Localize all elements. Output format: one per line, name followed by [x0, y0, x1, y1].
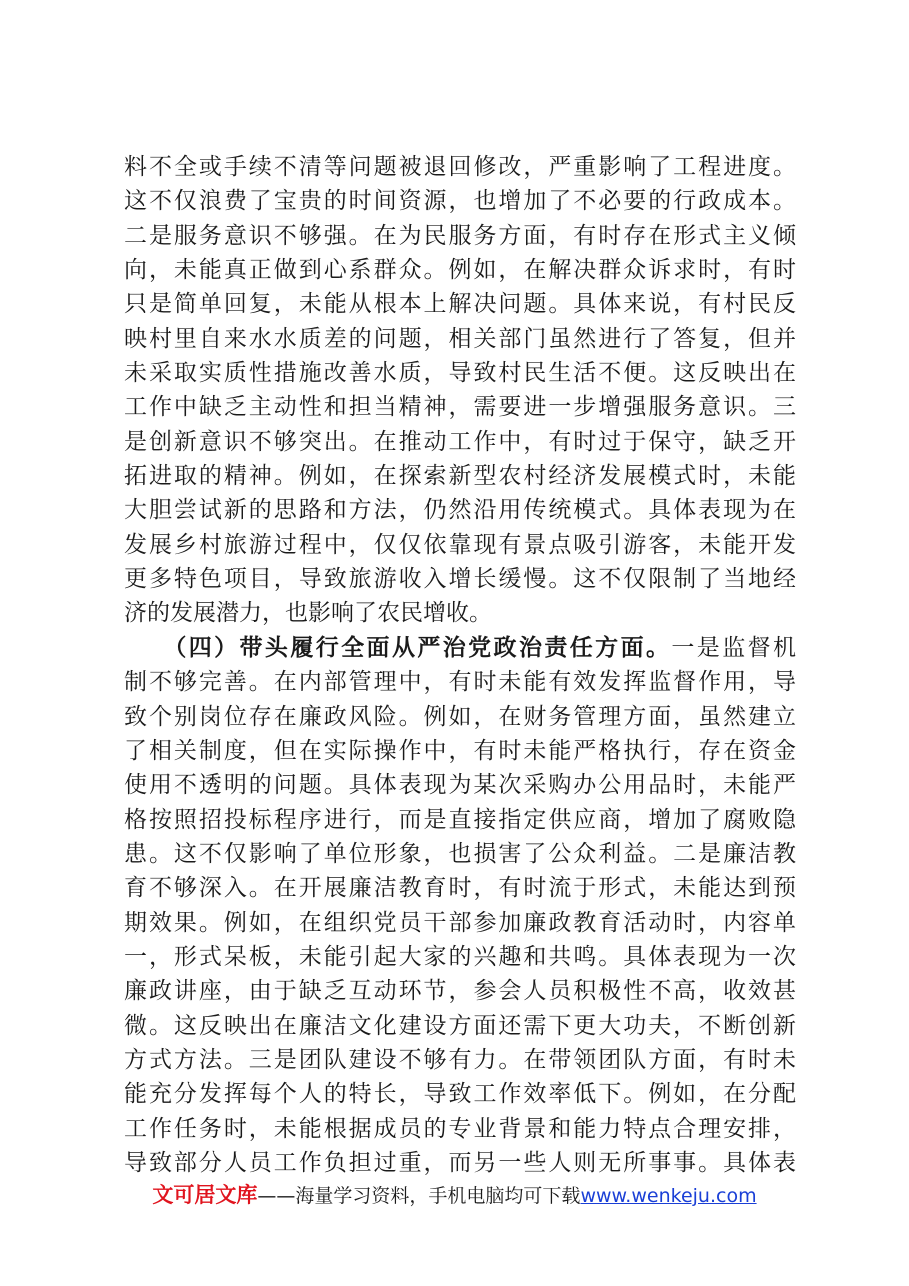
text-line: 患。这不仅影响了单位形象，也损害了公众利益。二是廉洁教 — [124, 840, 796, 867]
text-line: 二是服务意识不够强。在为民服务方面，有时存在形式主义倾 — [124, 222, 796, 249]
text-line: 只是简单回复，未能从根本上解决问题。具体来说，有村民反 — [124, 291, 796, 318]
section-first-line — [124, 631, 796, 665]
text-line: 工作任务时，未能根据成员的专业背景和能力特点合理安排， — [124, 1115, 796, 1142]
text-line: 这不仅浪费了宝贵的时间资源，也增加了不必要的行政成本。 — [124, 188, 796, 215]
text-line: 廉政讲座，由于缺乏互动环节，参会人员积极性不高，收效甚 — [124, 978, 796, 1005]
text-line: 微。这反映出在廉洁文化建设方面还需下更大功夫，不断创新 — [124, 1012, 796, 1039]
text-line: 是创新意识不够突出。在推动工作中，有时过于保守，缺乏开 — [124, 428, 796, 455]
footer-banner — [0, 1180, 909, 1211]
text-line: 向，未能真正做到心系群众。例如，在解决群众诉求时，有时 — [124, 257, 796, 284]
footer-brand: 文可居文库 — [152, 1183, 258, 1207]
footer-slogan: ——海量学习资料，手机电脑均可下载 — [257, 1185, 581, 1207]
section-first-line-text: 一是监督机 — [671, 634, 796, 661]
text-line: 使用不透明的问题。具体表现为某次采购办公用品时，未能严 — [124, 772, 796, 799]
text-line: 拓进取的精神。例如，在探索新型农村经济发展模式时，未能 — [124, 463, 796, 490]
text-line: 了相关制度，但在实际操作中，有时未能严格执行，存在资金 — [124, 737, 796, 764]
text-line: 能充分发挥每个人的特长，导致工作效率低下。例如，在分配 — [124, 1081, 796, 1108]
text-line: 期效果。例如，在组织党员干部参加廉政教育活动时，内容单 — [124, 909, 796, 936]
text-line: 大胆尝试新的思路和方法，仍然沿用传统模式。具体表现为在 — [124, 497, 796, 524]
text-line: 育不够深入。在开展廉洁教育时，有时流于形式，未能达到预 — [124, 875, 796, 902]
text-line: 未采取实质性措施改善水质，导致村民生活不便。这反映出在 — [124, 360, 796, 387]
text-line: 映村里自来水水质差的问题，相关部门虽然进行了答复，但并 — [124, 325, 796, 352]
section-heading: （四）带头履行全面从严治党政治责任方面。 — [174, 633, 672, 661]
text-line: 方式方法。三是团队建设不够有力。在带领团队方面，有时未 — [124, 1046, 796, 1073]
text-line: 制不够完善。在内部管理中，有时未能有效发挥监督作用，导 — [124, 669, 796, 696]
text-line: 发展乡村旅游过程中，仅仅依靠现有景点吸引游客，未能开发 — [124, 531, 796, 558]
text-line: 工作中缺乏主动性和担当精神，需要进一步增强服务意识。三 — [124, 394, 796, 421]
text-line: 济的发展潜力，也影响了农民增收。 — [124, 600, 492, 627]
document-body — [124, 150, 796, 1180]
text-line: 料不全或手续不清等问题被退回修改，严重影响了工程进度。 — [124, 154, 796, 180]
text-line: 格按照招投标程序进行，而是直接指定供应商，增加了腐败隐 — [124, 806, 796, 833]
text-line: 致个别岗位存在廉政风险。例如，在财务管理方面，虽然建立 — [124, 703, 796, 730]
text-line: 更多特色项目，导致旅游收入增长缓慢。这不仅限制了当地经 — [124, 566, 796, 593]
text-line: 导致部分人员工作负担过重，而另一些人则无所事事。具体表 — [124, 1149, 796, 1176]
text-line: 一，形式呆板，未能引起大家的兴趣和共鸣。具体表现为一次 — [124, 943, 796, 970]
footer-url-link[interactable]: www.wenkeju.com — [580, 1185, 757, 1207]
